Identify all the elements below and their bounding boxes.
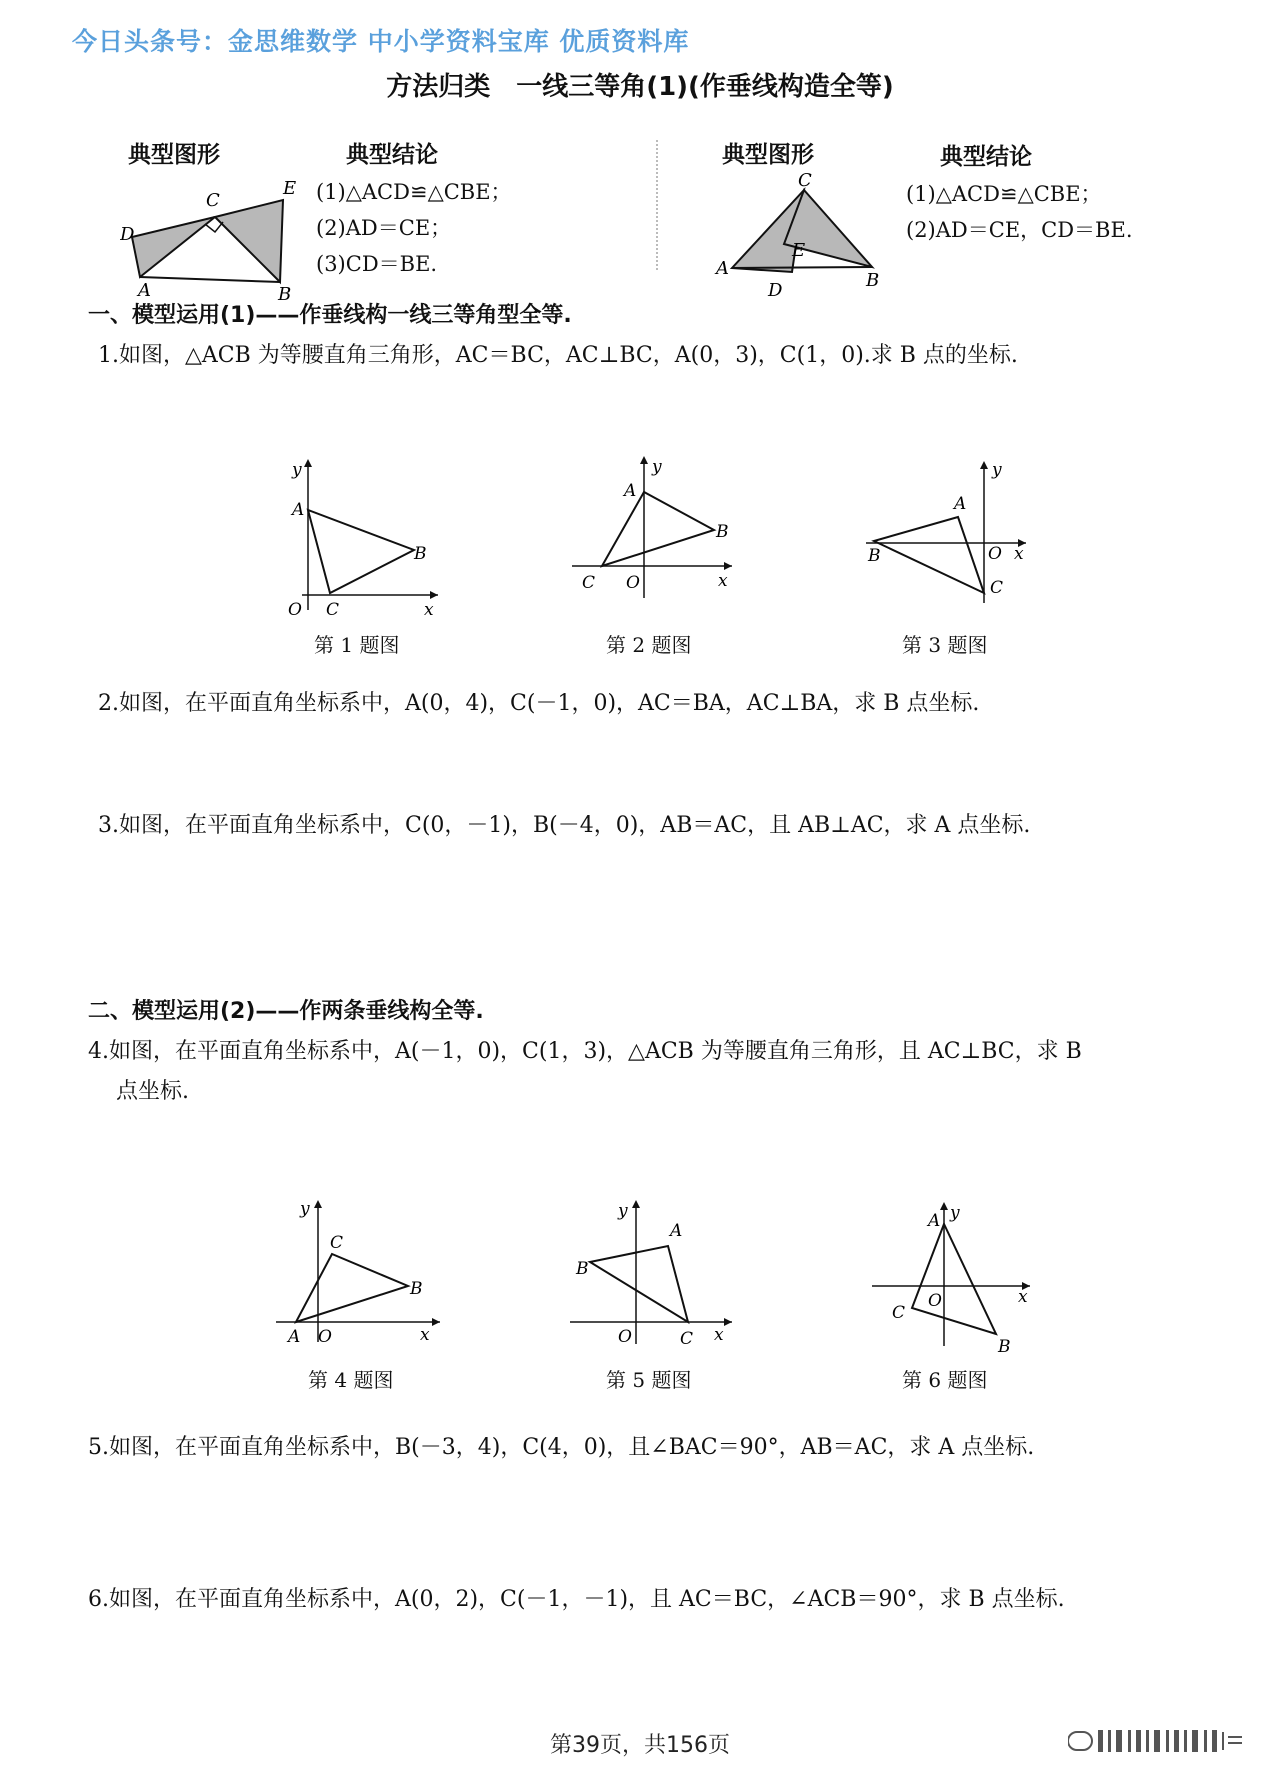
question-1: 1.如图，△ACB 为等腰直角三角形，AC＝BC，AC⊥BC，A(0，3)，C(1，0).求 B 点的坐标. [98,343,1018,368]
label-o: O [988,544,1002,564]
label-a: A [138,280,151,301]
figure-3-caption: 第 3 题图 [902,633,988,657]
figure-2-caption: 第 2 题图 [606,633,692,657]
label-a: A [928,1211,941,1231]
label-o: O [288,600,302,620]
figure-4-caption: 第 4 题图 [308,1368,394,1392]
axis-y-label: y [618,1201,628,1221]
conclusion-item: (3)CD＝BE. [316,252,438,276]
axis-y-label: y [292,460,302,480]
figure-2 [566,450,756,600]
conclusion-item: (2)AD＝CE，CD＝BE. [906,218,1133,242]
figure-5 [566,1196,746,1346]
question-4-line-1: 4.如图，在平面直角坐标系中，A(－1，0)，C(1，3)，△ACB 为等腰直角三角形，且 AC⊥BC，求 B [88,1039,1082,1064]
conclusion-item: (2)AD＝CE； [316,216,452,240]
typical-conclusion-heading-left: 典型结论 [346,142,438,168]
line-ab [140,277,280,282]
label-o: O [618,1327,632,1346]
label-o: O [928,1291,942,1311]
figure-6-caption: 第 6 题图 [902,1368,988,1392]
label-e: E [792,240,806,261]
label-b: B [998,1337,1011,1356]
label-b: B [278,284,292,302]
axis-x-label: x [718,571,728,591]
watermark-text: 今日头条号：金思维数学 中小学资料宝库 优质资料库 [72,27,690,56]
typical-figure-left [120,172,310,302]
axis-x-label: x [1018,1287,1028,1307]
conclusion-item: (1)△ACD≌△CBE； [906,182,1102,206]
label-d: D [120,224,135,245]
axis-y-label: y [950,1203,960,1223]
typical-figure-heading-right: 典型图形 [722,142,814,168]
typical-conclusion-heading-right: 典型结论 [940,144,1032,170]
barcode-icon [1068,1728,1258,1754]
label-c: C [206,190,220,211]
label-c: C [582,573,596,593]
label-a: A [954,494,967,514]
axis-y-label: y [992,460,1002,480]
conclusion-item: (1)△ACD≌△CBE； [316,180,512,204]
label-c: C [680,1329,694,1346]
figure-4 [272,1194,452,1344]
label-b: B [716,522,729,542]
label-a: A [716,258,729,279]
label-a: A [624,481,637,501]
label-o: O [318,1327,332,1344]
label-b: B [868,546,881,566]
page-number-footer: 第39页，共156页 [550,1733,730,1758]
label-a: A [292,500,305,520]
axis-y-label: y [652,457,662,477]
figure-3 [862,455,1042,605]
question-6: 6.如图，在平面直角坐标系中，A(0，2)，C(－1，－1)，且 AC＝BC，∠ACB＝90°，求 B 点坐标. [88,1587,1065,1612]
question-2: 2.如图，在平面直角坐标系中，A(0，4)，C(－1，0)，AC＝BA，AC⊥BA，求 B 点坐标. [98,691,980,716]
axis-x-label: x [1014,544,1024,564]
question-3: 3.如图，在平面直角坐标系中，C(0，－1)，B(－4，0)，AB＝AC，且 AB⊥AC，求 A 点坐标. [98,813,1031,838]
section-2-heading: 二、模型运用(2)——作两条垂线构全等. [88,999,484,1024]
figure-1 [278,455,448,625]
label-e: E [283,178,297,199]
typical-figure-right [712,172,892,302]
figure-5-caption: 第 5 题图 [606,1368,692,1392]
label-b: B [866,270,880,291]
line-ab [732,267,872,268]
typical-figure-heading-left: 典型图形 [128,142,220,168]
page-title: 方法归类 一线三等角(1)(作垂线构造全等) [386,72,894,102]
axis-x-label: x [420,1325,430,1344]
axis-x-label: x [424,600,434,620]
label-o: O [626,573,640,593]
label-a: A [670,1221,683,1241]
label-c: C [892,1303,906,1323]
label-b: B [576,1259,589,1279]
axis-x-label: x [714,1325,724,1345]
column-divider [656,140,658,270]
label-a: A [288,1327,301,1344]
label-c: C [798,172,812,191]
label-b: B [414,544,427,564]
section-1-heading: 一、模型运用(1)——作垂线构一线三等角型全等. [88,303,572,328]
axis-y-label: y [300,1199,310,1219]
figure-1-caption: 第 1 题图 [314,633,400,657]
label-c: C [330,1233,344,1253]
question-5: 5.如图，在平面直角坐标系中，B(－3，4)，C(4，0)，且∠BAC＝90°，AB＝AC，求 A 点坐标. [88,1435,1035,1460]
label-c: C [326,600,340,620]
label-d: D [768,280,783,301]
shaded-triangle-cbe [215,200,283,282]
shaded-triangle-acd [132,217,215,277]
typical-conclusions-left [316,174,512,282]
question-4-line-2: 点坐标. [116,1079,189,1104]
label-b: B [410,1279,423,1299]
label-c: C [990,578,1004,598]
typical-conclusions-right [906,176,1133,248]
figure-6 [862,1196,1042,1356]
